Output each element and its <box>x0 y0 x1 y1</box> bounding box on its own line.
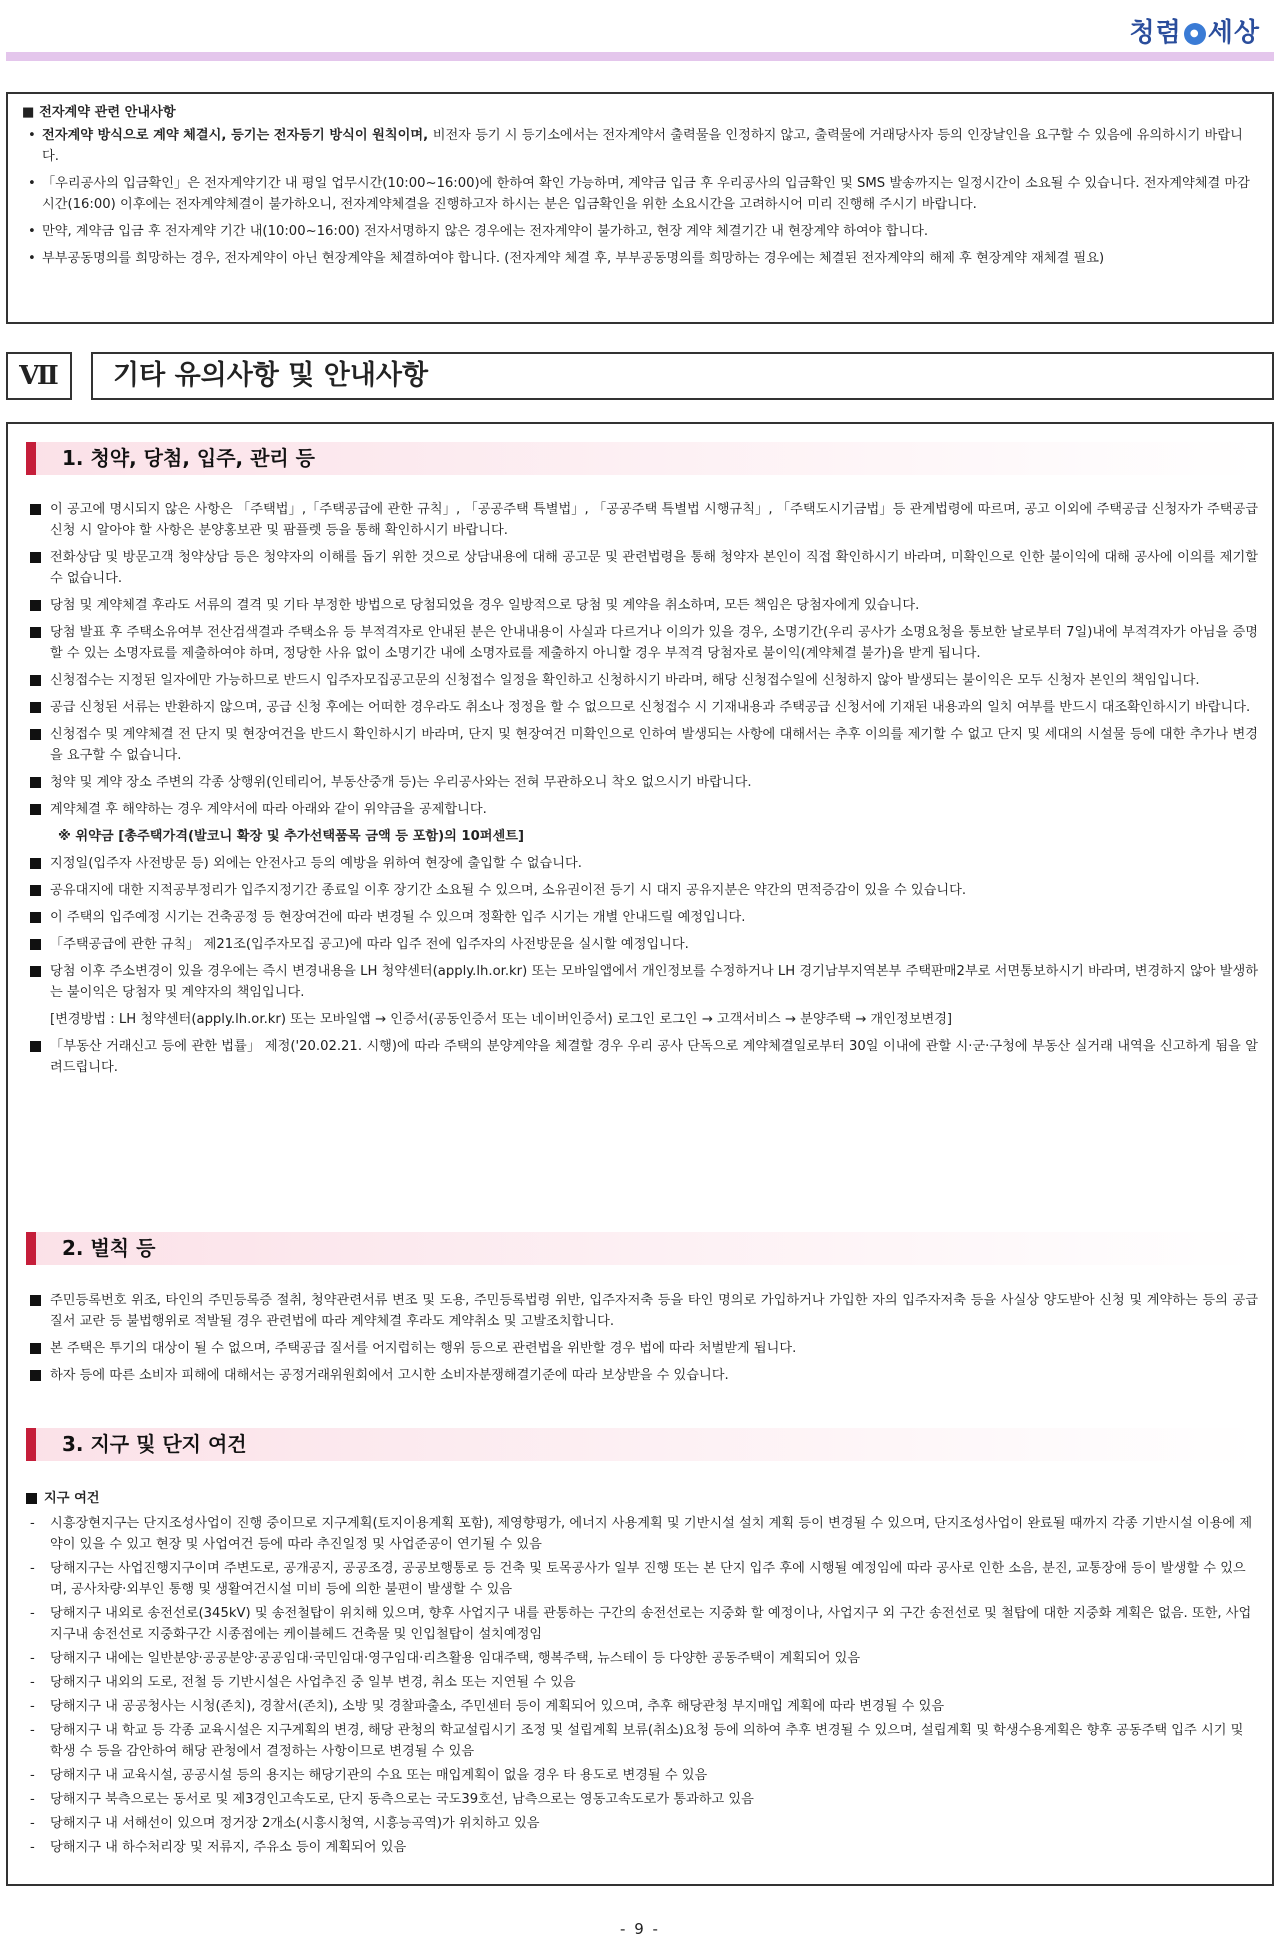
list-item: 신청접수 및 계약체결 전 단지 및 현장여건을 반드시 확인하시기 바라며, 단지 및 현장여건 미확인으로 인하여 발생되는 사항에 대해서는 추후 이의를 제기할 수 없고 단지 및 세대의 시설물 등에 대한 추가나 변경을 요구할 수 없습니다. <box>26 724 1258 766</box>
list-item: - 당해지구 내 교육시설, 공공시설 등의 용지는 해당기관의 수요 또는 매입계획이 없을 경우 타 용도로 변경될 수 있음 <box>30 1768 708 1783</box>
notice-bullet: • 만약, 계약금 입금 후 전자계약 기간 내(10:00~16:00) 전자서명하지 않은 경우에는 전자계약이 불가하고, 현장 계약 체결기간 내 현장계약 하여야 합니다. <box>28 224 929 239</box>
list-item: 「주택공급에 관한 규칙」 제21조(입주자모집 공고)에 따라 입주 전에 입주자의 사전방문을 실시할 예정입니다. <box>26 934 1258 955</box>
list-item: - 당해지구는 사업진행지구이며 주변도로, 공개공지, 공공조경, 공공보행통로 등 건축 및 토목공사가 일부 진행 또는 본 단지 입주 후에 시행될 예정임에 따라 공사로 인한 소음, 분진, 교통장애 등이 발생할 수 있으며, 공사차량·외부인 통행 및 생활여건시설 미비 등에 의한 불편이 발생할 수 있음 <box>30 1561 1246 1597</box>
notice-box <box>6 92 1274 324</box>
section-body <box>6 422 1274 1886</box>
list-item: 당첨 발표 후 주택소유여부 전산검색결과 주택소유 등 부적격자로 안내된 분은 안내내용이 사실과 다르거나 이의가 있을 경우, 소명기간(우리 공사가 소명요청을 통보한 날로부터 7일)내에 부적격자가 아님을 증명할 수 있는 소명자료를 제출하여야 하며, 정당한 사유 없이 소명기간 내에 소명자료를 제출하지 아니할 경우 부적격 당첨자로 불이익(계약체결 불가)을 받게 됩니다. <box>26 622 1258 664</box>
list-item: 「부동산 거래신고 등에 관한 법률」 제정('20.02.21. 시행)에 따라 주택의 분양계약을 체결할 경우 우리 공사 단독으로 계약체결일로부터 30일 이내에 관할 시·군·구청에 부동산 실거래 내역을 신고하게 됨을 알려드립니다. <box>26 1036 1258 1078</box>
change-method: [변경방법 : LH 청약센터(apply.lh.or.kr) 또는 모바일앱 → 인증서(공동인증서 또는 네이버인증서) 로그인 로그인 → 고객서비스 → 분양주택 → 개인정보변경] <box>50 1012 953 1027</box>
list-item: - 당해지구 북측으로는 동서로 및 제3경인고속도로, 단지 동측으로는 국도39호선, 남측으로는 영동고속도로가 통과하고 있음 <box>30 1792 754 1807</box>
list-item: 주민등록번호 위조, 타인의 주민등록증 절취, 청약관련서류 변조 및 도용, 주민등록법령 위반, 입주자저축 등을 타인 명의로 가입하거나 가입한 자의 입주자저축 등을 사실상 양도받아 신청 및 계약하는 등의 공급질서 교란 등 불법행위로 적발될 경우 관련법에 따라 계약체결 후라도 계약취소 및 고발조치합니다. <box>26 1290 1258 1332</box>
notice-bullet: • 부부공동명의를 희망하는 경우, 전자계약이 아닌 현장계약을 체결하여야 합니다. (전자계약 체결 후, 부부공동명의를 희망하는 경우에는 체결된 전자계약의 해제 후 현장계약 재체결 필요) <box>28 251 1105 266</box>
subsection-header-3: 3. 지구 및 단지 여건 <box>26 1428 1258 1461</box>
list-item: - 당해지구 내 하수처리장 및 저류지, 주유소 등이 계획되어 있음 <box>30 1840 407 1855</box>
section-title: 기타 유의사항 및 안내사항 <box>91 352 1274 400</box>
list-item: 지정일(입주자 사전방문 등) 외에는 안전사고 등의 예방을 위하여 현장에 출입할 수 없습니다. <box>26 853 1258 874</box>
list-item: - 당해지구 내외로 송전선로(345kV) 및 송전철탑이 위치해 있으며, 향후 사업지구 내를 관통하는 구간의 송전선로는 지중화 할 예정이나, 사업지구 외 구간 송전선로 및 철탑에 대한 지중화 계획은 없음. 또한, 사업지구내 송전선로 지중화구간 시종점에는 케이블헤드 건축물 및 인입철탑이 설치예정임 <box>30 1606 1252 1642</box>
list-item: 본 주택은 투기의 대상이 될 수 없으며, 주택공급 질서를 어지럽히는 행위 등으로 관련법을 위반할 경우 법에 따라 처벌받게 됩니다. <box>26 1338 1258 1359</box>
notice-bullet: • 전자계약 방식으로 계약 체결시, 등기는 전자등기 방식이 원칙이며, 비전자 등기 시 등기소에서는 전자계약서 출력물을 인정하지 않고, 출력물에 거래당사자 등의 인장날인을 요구할 수 있음에 유의하시기 바랍니다. <box>28 128 1243 164</box>
list-item: - 당해지구 내외의 도로, 전철 등 기반시설은 사업추진 중 일부 변경, 취소 또는 지연될 수 있음 <box>30 1675 576 1690</box>
list-item: 공유대지에 대한 지적공부정리가 입주지정기간 종료일 이후 장기간 소요될 수 있으며, 소유권이전 등기 시 대지 공유지분은 약간의 면적증감이 있을 수 있습니다. <box>26 880 1258 901</box>
subsection-2-items <box>26 1290 1258 1392</box>
header-bar <box>6 52 1274 61</box>
district-conditions-heading: 지구 여건 <box>26 1488 1258 1509</box>
logo <box>1130 12 1260 49</box>
notice-bullet: • 「우리공사의 입금확인」은 전자계약기간 내 평일 업무시간(10:00~16:00)에 한하여 확인 가능하며, 계약금 입금 후 우리공사의 입금확인 및 SMS 발송까지는 일정시간이 소요될 수 있습니다. 전자계약체결 마감시간(16:00) 이후에는 전자계약체결이 불가하오니, 전자계약체결을 진행하고자 하시는 분은 입금확인을 위한 소요시간을 고려하시어 미리 진행해 주시기 바랍니다. <box>28 176 1250 212</box>
page-number: - 9 - <box>620 1920 660 1938</box>
penalty-note: ※ 위약금 [총주택가격(발코니 확장 및 추가선택품목 금액 등 포함)의 10퍼센트] <box>58 829 525 844</box>
subsection-1-items <box>26 499 1258 1084</box>
list-item: - 시흥장현지구는 단지조성사업이 진행 중이므로 지구계획(토지이용계획 포함), 제영향평가, 에너지 사용계획 및 기반시설 설치 계획 등이 변경될 수 있으며, 단지조성사업이 완료될 때까지 각종 기반시설 이용에 제약이 있을 수 있고 현장 및 사업여건 등에 따라 추진일정 및 사업준공이 연기될 수 있음 <box>30 1516 1253 1552</box>
list-item: 계약체결 후 해약하는 경우 계약서에 따라 아래와 같이 위약금을 공제합니다. <box>26 799 1258 820</box>
subsection-header-2: 2. 벌칙 등 <box>26 1232 1258 1265</box>
list-item: - 당해지구 내 학교 등 각종 교육시설은 지구계획의 변경, 해당 관청의 학교설립시기 조정 및 설립계획 보류(취소)요청 등에 의하여 추후 변경될 수 있으며, 설립계획 및 학생수용계획은 향후 공동주택 입주 시기 및 학생 수 등을 감안하여 해당 관청에서 결정하는 사항이므로 변경될 수 있음 <box>30 1723 1244 1759</box>
list-item: 신청접수는 지정된 일자에만 가능하므로 반드시 입주자모집공고문의 신청접수 일정을 확인하고 신청하시기 바라며, 해당 신청접수일에 신청하지 않아 발생되는 불이익은 모두 신청자 본인의 책임입니다. <box>26 670 1258 691</box>
notice-heading: ■ 전자계약 관련 안내사항 <box>22 105 176 120</box>
list-item: 하자 등에 따른 소비자 피해에 대해서는 공정거래위원회에서 고시한 소비자분쟁해결기준에 따라 보상받을 수 있습니다. <box>26 1365 1258 1386</box>
list-item: - 당해지구 내 공공청사는 시청(존치), 경찰서(존치), 소방 및 경찰파출소, 주민센터 등이 계획되어 있으며, 추후 해당관청 부지매입 계획에 따라 변경될 수 있음 <box>30 1699 945 1714</box>
list-item: 청약 및 계약 장소 주변의 각종 상행위(인테리어, 부동산중개 등)는 우리공사와는 전혀 무관하오니 착오 없으시기 바랍니다. <box>26 772 1258 793</box>
section-header <box>6 352 1274 402</box>
logo-emblem-icon: ● <box>1184 23 1206 45</box>
list-item: 전화상담 및 방문고객 청약상담 등은 청약자의 이해를 돕기 위한 것으로 상담내용에 대해 공고문 및 관련법령을 통해 청약자 본인이 직접 확인하시기 바라며, 미확인으로 인한 불이익에 대해 공사에 이의를 제기할 수 없습니다. <box>26 547 1258 589</box>
section-number: Ⅶ <box>6 352 72 400</box>
logo-text-left: 청렴 <box>1129 18 1182 48</box>
list-item: 이 공고에 명시되지 않은 사항은 「주택법」,「주택공급에 관한 규칙」, 「공공주택 특별법」, 「공공주택 특별법 시행규칙」, 「주택도시기금법」등 관계법령에 따르며, 공고 이외에 주택공급 신청자가 주택공급 신청 시 알아야 할 사항은 분양홍보관 및 팜플렛 등을 통해 확인하시기 바랍니다. <box>26 499 1258 541</box>
list-item: 당첨 이후 주소변경이 있을 경우에는 즉시 변경내용을 LH 청약센터(apply.lh.or.kr) 또는 모바일앱에서 개인정보를 수정하거나 LH 경기남부지역본부 주택판매2부로 서면통보하시기 바라며, 변경하지 않아 발생하는 불이익은 당첨자 및 계약자의 책임입니다. <box>26 961 1258 1003</box>
subsection-3-items <box>26 1488 1258 1861</box>
list-item: - 당해지구 내 서해선이 있으며 정거장 2개소(시흥시청역, 시흥능곡역)가 위치하고 있음 <box>30 1816 540 1831</box>
list-item: 당첨 및 계약체결 후라도 서류의 결격 및 기타 부정한 방법으로 당첨되었을 경우 일방적으로 당첨 및 계약을 취소하며, 모든 책임은 당첨자에게 있습니다. <box>26 595 1258 616</box>
logo-text-right: 세상 <box>1207 18 1260 48</box>
list-item: 공급 신청된 서류는 반환하지 않으며, 공급 신청 후에는 어떠한 경우라도 취소나 정정을 할 수 없으므로 신청접수 시 기재내용과 주택공급 신청서에 기재된 내용과의 일치 여부를 반드시 대조확인하시기 바랍니다. <box>26 697 1258 718</box>
subsection-header-1: 1. 청약, 당첨, 입주, 관리 등 <box>26 442 1258 475</box>
list-item: - 당해지구 내에는 일반분양·공공분양·공공임대·국민임대·영구임대·리츠활용 임대주택, 행복주택, 뉴스테이 등 다양한 공동주택이 계획되어 있음 <box>30 1651 861 1666</box>
list-item: 이 주택의 입주예정 시기는 건축공정 등 현장여건에 따라 변경될 수 있으며 정확한 입주 시기는 개별 안내드릴 예정입니다. <box>26 907 1258 928</box>
